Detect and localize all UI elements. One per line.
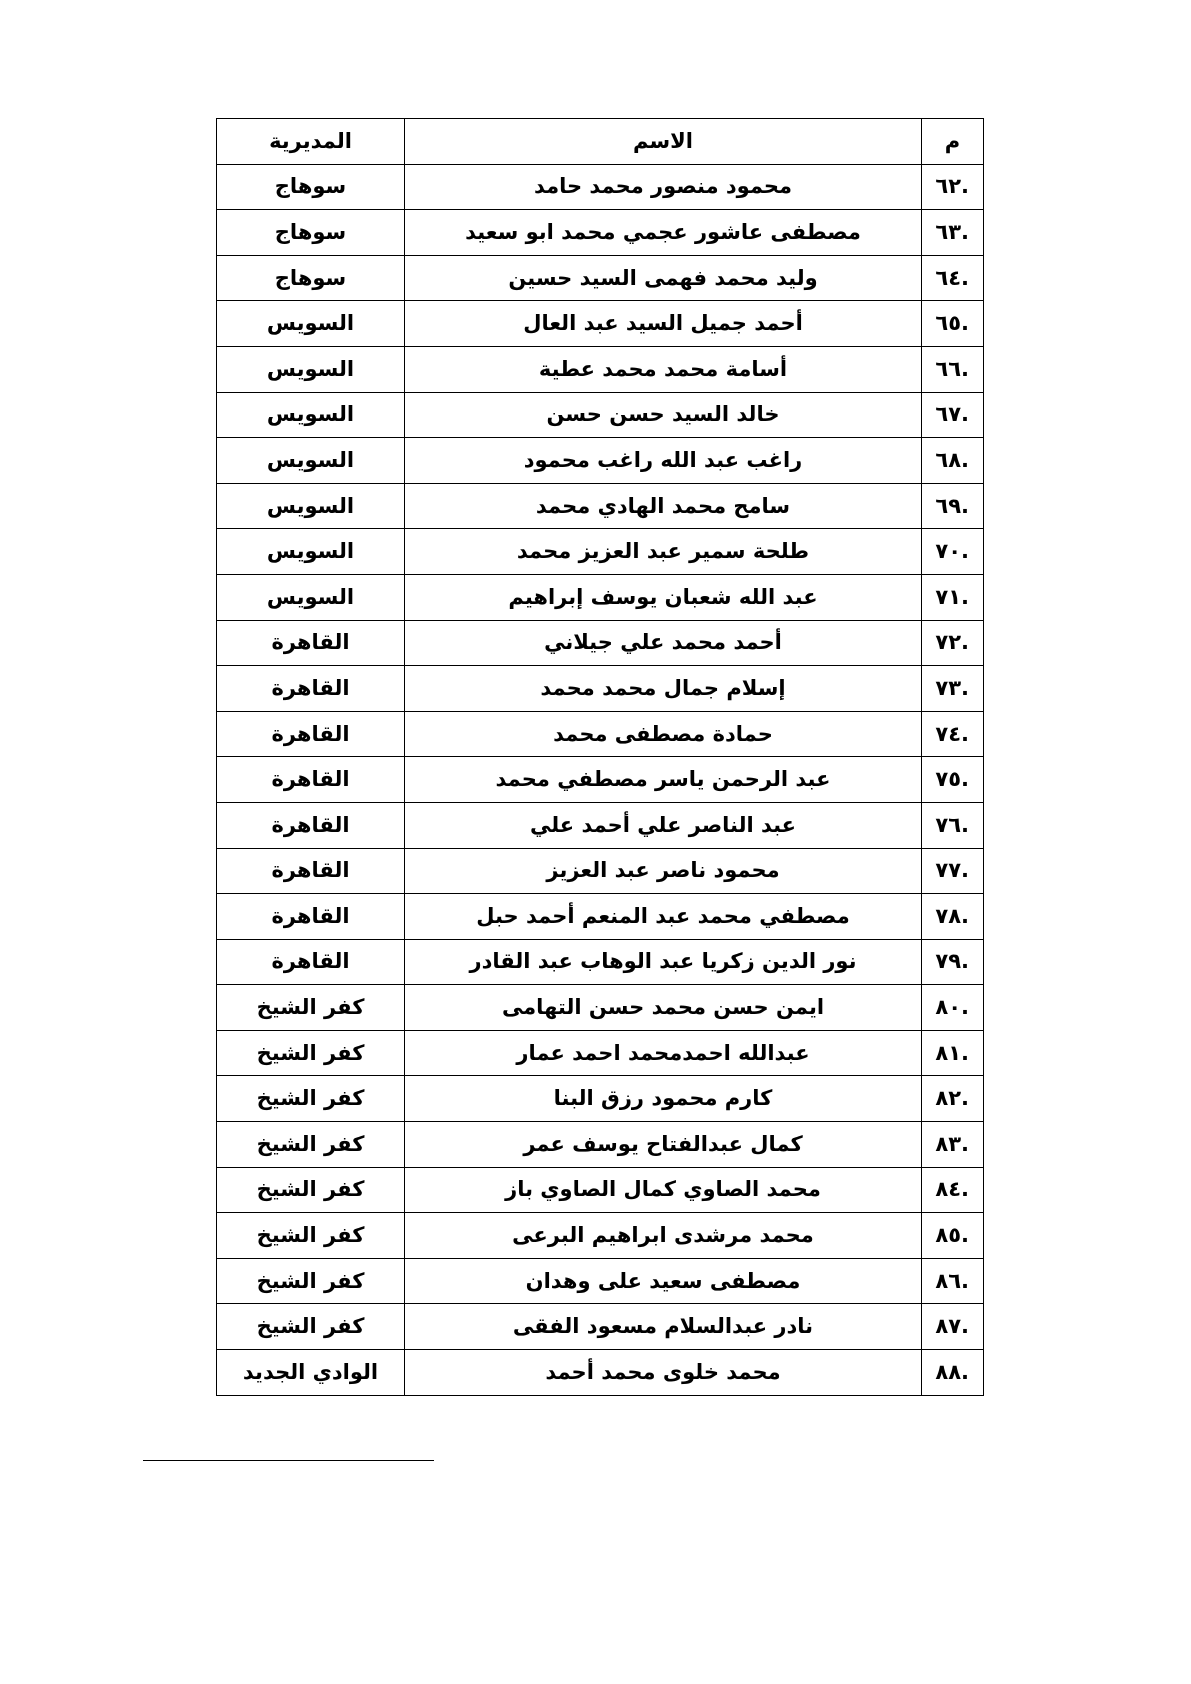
row-name: محمد مرشدى ابراهيم البرعى: [405, 1213, 922, 1259]
table-body: [217, 164, 984, 1395]
table-row: [217, 392, 984, 438]
table-row: [217, 848, 984, 894]
row-number: .٦٩: [922, 483, 984, 529]
row-number: .٦٥: [922, 301, 984, 347]
row-number: .٧١: [922, 574, 984, 620]
row-name: عبد الله شعبان يوسف إبراهيم: [405, 574, 922, 620]
header-name: الاسم: [405, 119, 922, 165]
table-row: [217, 1258, 984, 1304]
row-directorate: كفر الشيخ: [217, 1030, 405, 1076]
row-number: .٧٨: [922, 894, 984, 940]
row-name: خالد السيد حسن حسن: [405, 392, 922, 438]
table-row: [217, 1122, 984, 1168]
table-row: [217, 301, 984, 347]
table-row: [217, 346, 984, 392]
row-directorate: السويس: [217, 392, 405, 438]
row-number: .٧٤: [922, 711, 984, 757]
table-row: [217, 939, 984, 985]
row-name: محمد الصاوي كمال الصاوي باز: [405, 1167, 922, 1213]
row-number: .٨٢: [922, 1076, 984, 1122]
row-name: نادر عبدالسلام مسعود الفقى: [405, 1304, 922, 1350]
row-directorate: سوهاج: [217, 164, 405, 210]
row-number: .٧٦: [922, 802, 984, 848]
row-name: سامح محمد الهادي محمد: [405, 483, 922, 529]
row-name: أحمد جميل السيد عبد العال: [405, 301, 922, 347]
row-number: .٧٠: [922, 529, 984, 575]
row-directorate: كفر الشيخ: [217, 1167, 405, 1213]
row-number: .٨٦: [922, 1258, 984, 1304]
table-row: [217, 255, 984, 301]
table-row: [217, 164, 984, 210]
row-number: .٨٣: [922, 1122, 984, 1168]
row-name: محمود ناصر عبد العزيز: [405, 848, 922, 894]
header-directorate: المديرية: [217, 119, 405, 165]
row-name: مصطفي محمد عبد المنعم أحمد حبل: [405, 894, 922, 940]
row-directorate: السويس: [217, 438, 405, 484]
table-row: [217, 985, 984, 1031]
row-number: .٧٣: [922, 666, 984, 712]
table-row: [217, 666, 984, 712]
row-number: .٦٣: [922, 210, 984, 256]
row-number: .٨٥: [922, 1213, 984, 1259]
row-directorate: القاهرة: [217, 666, 405, 712]
row-number: .٨٨: [922, 1350, 984, 1396]
row-directorate: كفر الشيخ: [217, 1258, 405, 1304]
row-directorate: القاهرة: [217, 939, 405, 985]
table-row: [217, 1167, 984, 1213]
row-number: .٧٩: [922, 939, 984, 985]
row-name: حمادة مصطفى محمد: [405, 711, 922, 757]
row-name: راغب عبد الله راغب محمود: [405, 438, 922, 484]
table-row: [217, 894, 984, 940]
row-number: .٨٤: [922, 1167, 984, 1213]
footnote-separator: [143, 1460, 434, 1461]
row-number: .٧٥: [922, 757, 984, 803]
row-number: .٦٨: [922, 438, 984, 484]
row-directorate: سوهاج: [217, 255, 405, 301]
row-number: .٨٠: [922, 985, 984, 1031]
row-directorate: القاهرة: [217, 757, 405, 803]
row-name: محمد خلوى محمد أحمد: [405, 1350, 922, 1396]
row-number: .٦٤: [922, 255, 984, 301]
table-row: [217, 802, 984, 848]
row-directorate: السويس: [217, 529, 405, 575]
table-row: [217, 1213, 984, 1259]
row-name: أسامة محمد محمد عطية: [405, 346, 922, 392]
row-directorate: القاهرة: [217, 802, 405, 848]
table-row: [217, 1030, 984, 1076]
row-name: عبد الناصر علي أحمد علي: [405, 802, 922, 848]
row-number: .٦٢: [922, 164, 984, 210]
row-directorate: الوادي الجديد: [217, 1350, 405, 1396]
row-directorate: القاهرة: [217, 620, 405, 666]
table-row: [217, 574, 984, 620]
row-name: عبد الرحمن ياسر مصطفي محمد: [405, 757, 922, 803]
row-name: كارم محمود رزق البنا: [405, 1076, 922, 1122]
table-row: [217, 529, 984, 575]
row-number: .٧٢: [922, 620, 984, 666]
row-directorate: القاهرة: [217, 848, 405, 894]
row-name: وليد محمد فهمى السيد حسين: [405, 255, 922, 301]
row-name: أحمد محمد علي جيلاني: [405, 620, 922, 666]
table-row: [217, 438, 984, 484]
row-directorate: السويس: [217, 346, 405, 392]
row-directorate: سوهاج: [217, 210, 405, 256]
table-row: [217, 1076, 984, 1122]
row-directorate: السويس: [217, 483, 405, 529]
row-name: مصطفى عاشور عجمي محمد ابو سعيد: [405, 210, 922, 256]
row-name: إسلام جمال محمد محمد: [405, 666, 922, 712]
row-directorate: السويس: [217, 574, 405, 620]
row-directorate: كفر الشيخ: [217, 1122, 405, 1168]
row-number: .٨٧: [922, 1304, 984, 1350]
table-row: [217, 1304, 984, 1350]
row-directorate: كفر الشيخ: [217, 1076, 405, 1122]
row-number: .٨١: [922, 1030, 984, 1076]
row-directorate: كفر الشيخ: [217, 1213, 405, 1259]
row-directorate: كفر الشيخ: [217, 1304, 405, 1350]
table-row: [217, 620, 984, 666]
row-directorate: القاهرة: [217, 711, 405, 757]
header-number: م: [922, 119, 984, 165]
row-directorate: كفر الشيخ: [217, 985, 405, 1031]
row-directorate: القاهرة: [217, 894, 405, 940]
row-number: .٧٧: [922, 848, 984, 894]
row-name: مصطفى سعيد على وهدان: [405, 1258, 922, 1304]
names-table: [216, 118, 984, 1396]
row-name: عبدالله احمدمحمد احمد عمار: [405, 1030, 922, 1076]
table-row: [217, 1350, 984, 1396]
row-directorate: السويس: [217, 301, 405, 347]
row-name: كمال عبدالفتاح يوسف عمر: [405, 1122, 922, 1168]
row-name: طلحة سمير عبد العزيز محمد: [405, 529, 922, 575]
row-name: ايمن حسن محمد حسن التهامى: [405, 985, 922, 1031]
table-row: [217, 757, 984, 803]
table-header-row: [217, 119, 984, 165]
row-number: .٦٦: [922, 346, 984, 392]
table-row: [217, 210, 984, 256]
row-name: نور الدين زكريا عبد الوهاب عبد القادر: [405, 939, 922, 985]
table-row: [217, 483, 984, 529]
row-name: محمود منصور محمد حامد: [405, 164, 922, 210]
table-row: [217, 711, 984, 757]
row-number: .٦٧: [922, 392, 984, 438]
